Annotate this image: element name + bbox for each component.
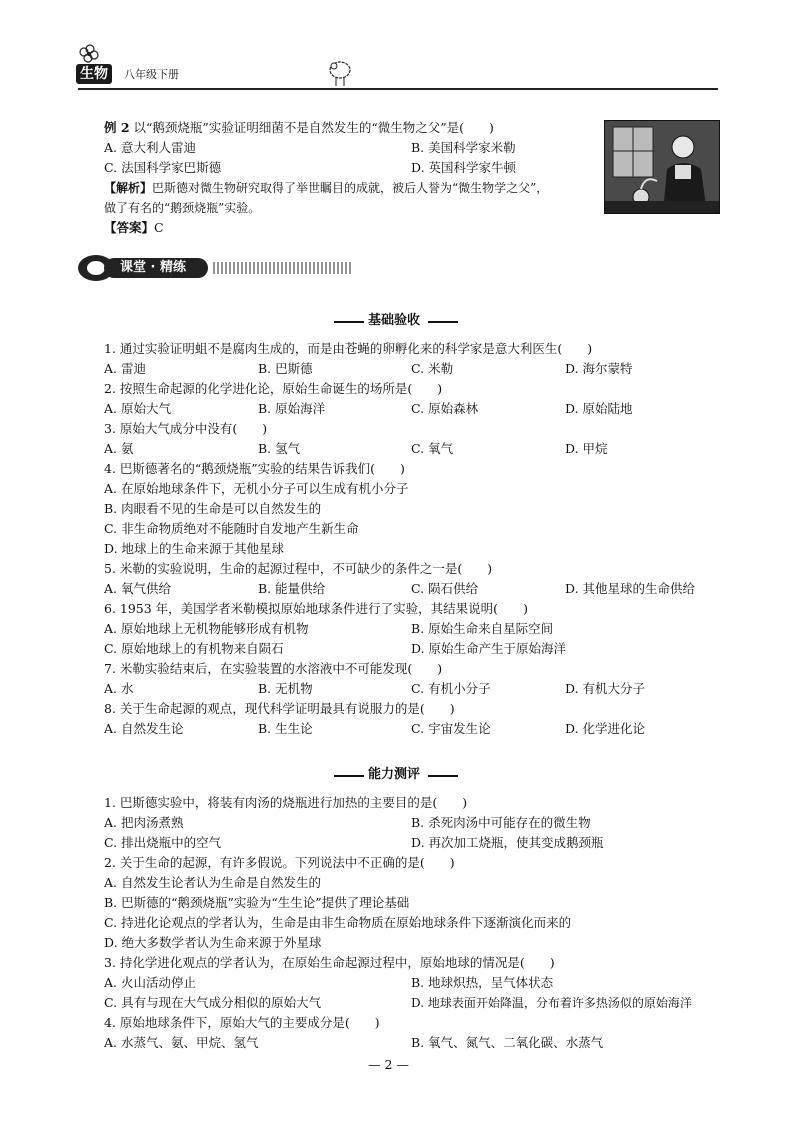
s1-q1-c: C. 米勒 bbox=[411, 361, 454, 376]
page-number: — 2 — bbox=[368, 1057, 409, 1072]
s1-q2-a: A. 原始大气 bbox=[104, 401, 171, 416]
s2-q3-a: A. 火山活动停止 bbox=[104, 975, 196, 990]
pasteur-illustration bbox=[604, 120, 720, 214]
s1-q5-b: B. 能量供给 bbox=[258, 581, 326, 596]
example-option-c: C. 法国科学家巴斯德 bbox=[104, 160, 222, 175]
grade-label: 八年级下册 bbox=[124, 68, 179, 81]
s1-q7-c: C. 有机小分子 bbox=[411, 681, 491, 696]
s1-q2-b: B. 原始海洋 bbox=[258, 401, 326, 416]
section1-title: 基础验收 bbox=[368, 313, 421, 328]
s2-q1-c: C. 排出烧瓶中的空气 bbox=[104, 835, 222, 850]
s1-q2-d: D. 原始陆地 bbox=[565, 401, 633, 416]
s1-q5-d: D. 其他星球的生命供给 bbox=[565, 581, 696, 596]
analysis-label: 【解析】 bbox=[104, 181, 153, 195]
s1-q1-d: D. 海尔蒙特 bbox=[565, 361, 633, 376]
s2-q3: 3. 持化学进化观点的学者认为，在原始生命起源过程中，原始地球的情况是( ) bbox=[104, 955, 555, 970]
s1-q4: 4. 巴斯德著名的“鹅颈烧瓶”实验的结果告诉我们( ) bbox=[104, 461, 405, 476]
s1-q1-a: A. 雷迪 bbox=[104, 361, 146, 376]
s1-q1: 1. 通过实验证明蛆不是腐肉生成的，而是由苍蝇的卵孵化来的科学家是意大利医生( ) bbox=[104, 341, 593, 356]
s1-q8-d: D. 化学进化论 bbox=[565, 721, 646, 736]
s1-q3-d: D. 甲烷 bbox=[565, 441, 608, 456]
s2-q3-d: D. 地球表面开始降温，分布着许多热汤似的原始海洋 bbox=[411, 996, 692, 1010]
s1-q6-d: D. 原始生命产生于原始海洋 bbox=[411, 641, 567, 656]
s1-q1-b: B. 巴斯德 bbox=[258, 361, 313, 376]
s1-q6: 6. 1953 年，美国学者米勒模拟原始地球条件进行了实验，其结果说明( ) bbox=[104, 601, 528, 616]
section1-dash-right bbox=[428, 321, 458, 323]
s2-q4: 4. 原始地球条件下，原始大气的主要成分是( ) bbox=[104, 1015, 380, 1030]
answer-value: C bbox=[154, 220, 164, 235]
s1-q4-c: C. 非生命物质绝对不能随时自发地产生新生命 bbox=[104, 521, 359, 536]
s1-q6-a: A. 原始地球上无机物能够形成有机物 bbox=[104, 621, 309, 636]
s1-q3: 3. 原始大气成分中没有( ) bbox=[104, 421, 268, 436]
s2-q2-c: C. 持进化论观点的学者认为，生命是由非生命物质在原始地球条件下逐渐演化而来的 bbox=[104, 915, 572, 930]
s1-q7-d: D. 有机大分子 bbox=[565, 681, 646, 696]
s1-q6-c: C. 原始地球上的有机物来自陨石 bbox=[104, 641, 284, 656]
section2-title: 能力测评 bbox=[368, 767, 421, 782]
example-answer bbox=[104, 220, 164, 236]
subject-badge: 生物 bbox=[76, 64, 112, 84]
s1-q7: 7. 米勒实验结束后，在实验装置的水溶液中不可能发现( ) bbox=[104, 661, 443, 676]
banner-title: 课堂 · 精练 bbox=[120, 260, 186, 275]
s1-q5-a: A. 氧气供给 bbox=[104, 581, 171, 596]
example-option-b: B. 美国科学家米勒 bbox=[411, 140, 516, 155]
s2-q3-c: C. 具有与现在大气成分相似的原始大气 bbox=[104, 995, 322, 1010]
s1-q3-b: B. 氢气 bbox=[258, 441, 301, 456]
header-rule bbox=[78, 88, 718, 90]
s1-q4-b: B. 肉眼看不见的生命是可以自然发生的 bbox=[104, 501, 322, 516]
example-option-a: A. 意大利人雷迪 bbox=[104, 140, 196, 155]
s2-q2-a: A. 自然发生论者认为生命是自然发生的 bbox=[104, 875, 321, 890]
s2-q1: 1. 巴斯德实验中，将装有肉汤的烧瓶进行加热的主要目的是( ) bbox=[104, 795, 468, 810]
s1-q2: 2. 按照生命起源的化学进化论，原始生命诞生的场所是( ) bbox=[104, 381, 443, 396]
s2-q1-d: D. 再次加工烧瓶，使其变成鹅颈瓶 bbox=[411, 835, 604, 850]
s2-q2-b: B. 巴斯德的“鹅颈烧瓶”实验为“生生论”提供了理论基础 bbox=[104, 895, 410, 910]
s1-q5: 5. 米勒的实验说明，生命的起源过程中，不可缺少的条件之一是( ) bbox=[104, 561, 493, 576]
s2-q1-a: A. 把肉汤煮熟 bbox=[104, 815, 184, 830]
s1-q8-b: B. 生生论 bbox=[258, 721, 313, 736]
example-question bbox=[104, 120, 494, 136]
s1-q7-a: A. 水 bbox=[104, 681, 134, 696]
s1-q8: 8. 关于生命起源的观点，现代科学证明最具有说服力的是( ) bbox=[104, 701, 455, 716]
s1-q8-c: C. 宇宙发生论 bbox=[411, 721, 491, 736]
sheep-icon bbox=[326, 56, 354, 88]
s1-q4-d: D. 地球上的生命来源于其他星球 bbox=[104, 541, 285, 556]
s1-q3-a: A. 氨 bbox=[104, 441, 134, 456]
example-text: 以“鹅颈烧瓶”实验证明细菌不是自然发生的“微生物之父”是( ) bbox=[133, 120, 494, 135]
s1-q8-a: A. 自然发生论 bbox=[104, 721, 184, 736]
example-option-d: D. 英国科学家牛顿 bbox=[411, 160, 517, 175]
s1-q7-b: B. 无机物 bbox=[258, 681, 313, 696]
s1-q4-a: A. 在原始地球条件下，无机小分子可以生成有机小分子 bbox=[104, 481, 409, 496]
s2-q2-d: D. 绝大多数学者认为生命来源于外星球 bbox=[104, 935, 322, 950]
s1-q5-c: C. 陨石供给 bbox=[411, 581, 479, 596]
analysis-text-1: 巴斯德对微生物研究取得了举世瞩目的成就，被后人誉为“微生物学之父”， bbox=[152, 181, 549, 195]
section2-dash-right bbox=[428, 775, 458, 777]
s2-q4-a: A. 水蒸气、氨、甲烷、氢气 bbox=[104, 1035, 259, 1050]
example-label: 例 2 bbox=[104, 120, 130, 135]
example-analysis bbox=[104, 180, 548, 196]
s2-q4-b: B. 氧气、氮气、二氧化碳、水蒸气 bbox=[411, 1035, 604, 1050]
s2-q3-b: B. 地球炽热，呈气体状态 bbox=[411, 975, 554, 990]
s1-q3-c: C. 氧气 bbox=[411, 441, 454, 456]
answer-label: 【答案】 bbox=[104, 220, 155, 235]
s1-q2-c: C. 原始森林 bbox=[411, 401, 479, 416]
s1-q6-b: B. 原始生命来自星际空间 bbox=[411, 621, 554, 636]
s2-q1-b: B. 杀死肉汤中可能存在的微生物 bbox=[411, 815, 591, 830]
s2-q2: 2. 关于生命的起源，有许多假说。下列说法中不正确的是( ) bbox=[104, 855, 455, 870]
section2-dash-left bbox=[334, 775, 364, 777]
section1-dash-left bbox=[334, 321, 364, 323]
analysis-text-2: 做了有名的“鹅颈烧瓶”实验。 bbox=[104, 201, 261, 215]
